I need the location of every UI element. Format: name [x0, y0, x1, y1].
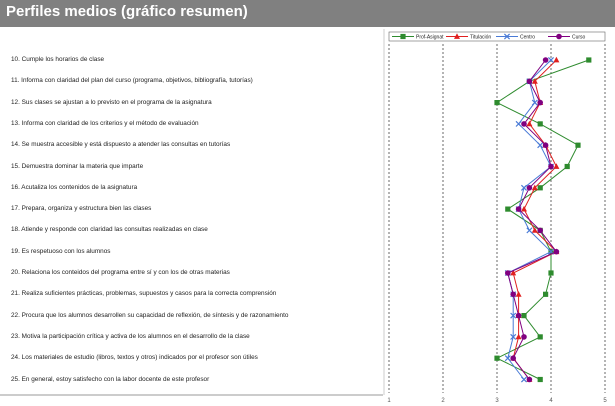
legend-marker [556, 34, 562, 40]
item-label: 10. Cumple los horarios de clase [11, 56, 105, 63]
data-point [538, 185, 543, 190]
data-point [543, 142, 549, 148]
data-point [521, 377, 526, 382]
series-line [508, 60, 557, 380]
item-label: 18. Atiende y responde con claridad las consultas realizadas en clase [11, 226, 208, 234]
data-point [538, 121, 543, 126]
data-point [516, 291, 522, 297]
data-point [521, 206, 527, 212]
x-tick-label: 3 [495, 398, 499, 404]
item-label: 19. Es respetuoso con los alumnos [11, 247, 111, 255]
legend-label: Prof-Asignat [416, 34, 444, 41]
item-label: 24. Los materiales de estudio (libros, textos y otros) indicados por el profesor son útiles [11, 354, 258, 362]
data-point [538, 377, 543, 382]
data-point [565, 164, 570, 169]
data-point [521, 313, 526, 318]
data-point [526, 121, 532, 127]
item-label: 16. Acutaliza los contenidos de la asignatura [11, 183, 138, 191]
item-label: 17. Prepara, organiza y estructura bien las clases [11, 205, 152, 213]
page-title: Perfiles medios (gráfico resumen) [6, 3, 248, 20]
data-point [548, 164, 554, 170]
data-point [553, 57, 559, 63]
item-label: 23. Motiva la participación crítica y activa de los alumnos en el desarrollo de la clase [11, 332, 250, 340]
data-point [537, 100, 543, 106]
item-label: 14. Se muestra accesible y está dispuesto a atender las consultas en tutorías [11, 141, 231, 149]
data-point [543, 292, 548, 297]
data-point [586, 57, 591, 62]
data-point [538, 334, 543, 339]
data-point [521, 334, 527, 340]
data-point [505, 270, 511, 276]
data-point [516, 334, 522, 340]
data-point [527, 185, 533, 191]
item-label: 15. Demuestra dominar la materia que imparte [11, 162, 144, 170]
x-tick-label: 2 [441, 398, 445, 404]
x-tick-label: 5 [603, 398, 607, 404]
item-label: 20. Relaciona los conteidos del programa entre sí y con los de otras materias [11, 269, 230, 276]
data-point [537, 228, 543, 234]
item-label: 21. Realiza suficientes prácticas, problemas, supuestos y casos para la correcta comprensión [11, 290, 277, 298]
x-tick-label: 4 [549, 398, 553, 404]
data-point [516, 313, 522, 319]
item-label: 12. Sus clases se ajustan a lo previsto en el programa de la asignatura [11, 98, 212, 106]
data-point [510, 355, 516, 361]
data-point [538, 143, 543, 148]
data-point [553, 163, 559, 169]
x-tick-label: 1 [387, 398, 391, 404]
data-point [548, 270, 553, 275]
data-point [527, 79, 533, 85]
item-label: 13. Informa con claridad de los criterios y el método de evaluación [11, 119, 199, 127]
data-point [494, 356, 499, 361]
data-point [505, 207, 510, 212]
data-point [516, 121, 521, 126]
data-point [521, 121, 527, 127]
item-label: 11. Informa con claridad del plan del curso (programa, objetivos, bibliografía, tutorías) [11, 77, 253, 85]
data-point [510, 292, 516, 298]
data-point [494, 100, 499, 105]
data-point [543, 57, 549, 63]
data-point [575, 143, 580, 148]
legend-marker [400, 34, 405, 39]
legend-label: Centro [520, 34, 536, 41]
data-point [554, 249, 560, 255]
series-line [513, 60, 556, 380]
data-point [516, 206, 522, 212]
item-label: 22. Procura que los alumnos desarrollen su capacidad de reflexión, de síntesis y de razonamiento [11, 311, 289, 319]
data-point [527, 377, 533, 383]
legend-label: Curso [572, 34, 586, 41]
data-point [527, 228, 532, 233]
legend-label: Titulación [470, 34, 492, 41]
item-label: 25. En general, estoy satisfecho con la labor docente de este profesor [11, 375, 210, 383]
series-line [497, 60, 589, 380]
